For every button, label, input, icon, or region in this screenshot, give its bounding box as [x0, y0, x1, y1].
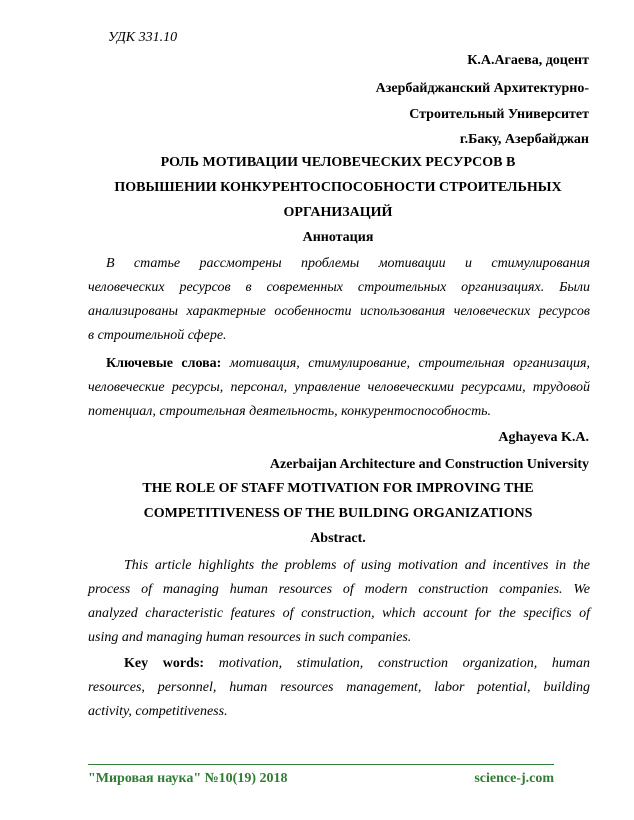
abstract-en-line: process of managing human resources of modern construction companies. We — [88, 582, 590, 597]
title-en-line1: THE ROLE OF STAFF MOTIVATION FOR IMPROVING THE — [142, 481, 534, 496]
title-en-line2: COMPETITIVENESS OF THE BUILDING ORGANIZATIONS — [143, 506, 533, 521]
abstract-en-line: using and managing human resources in such companies. — [88, 630, 412, 645]
keywords-en-line: resources, personnel, human resources management, labor potential, building — [88, 680, 590, 695]
affiliation-en: Azerbaijan Architecture and Construction University — [269, 457, 589, 472]
keywords-ru-line: потенциал, строительная деятельность, конкурентоспособность. — [88, 404, 492, 419]
abstract-en-line: This article highlights the problems of using motivation and incentives in the — [124, 558, 590, 573]
abstract-ru-line: человеческих ресурсов в современных строительных организациях. Были — [88, 280, 590, 295]
footer-divider — [88, 764, 554, 765]
abstract-ru-line: В статье рассмотрены проблемы мотивации и стимулирования — [106, 256, 590, 271]
abstract-ru — [88, 252, 590, 348]
keywords-en-label: Key words: — [124, 656, 205, 671]
author-en: Aghayeva K.A. — [498, 430, 589, 445]
udk-code: УДК 331.10 — [108, 30, 178, 45]
keywords-ru-line: человеческие ресурсы, персонал, управление человеческими ресурсами, трудовой — [88, 380, 590, 395]
abstract-ru-line: анализированы характерные особенности использования человеческих ресурсов — [88, 304, 590, 319]
footer-site-link[interactable]: science-j.com — [474, 771, 554, 786]
title-ru-line1: РОЛЬ МОТИВАЦИИ ЧЕЛОВЕЧЕСКИХ РЕСУРСОВ В — [160, 155, 516, 170]
affiliation-ru-line1: Азербайджанский Архитектурно- — [375, 81, 589, 96]
keywords-ru — [88, 352, 590, 424]
abstract-heading-en: Abstract. — [310, 531, 366, 546]
keywords-en-line: activity, competitiveness. — [88, 704, 228, 719]
title-ru-line3: ОРГАНИЗАЦИЙ — [283, 205, 393, 220]
abstract-en-line: analyzed characteristic features of construction, which account for the specifics of — [88, 606, 590, 621]
abstract-en — [88, 554, 590, 650]
keywords-en — [88, 652, 590, 724]
keywords-en-text: motivation, stimulation, construction organization, human — [218, 656, 590, 671]
keywords-ru-label: Ключевые слова: — [106, 356, 222, 371]
abstract-heading-ru: Аннотация — [302, 230, 374, 245]
city-ru: г.Баку, Азербайджан — [459, 132, 589, 147]
affiliation-ru-line2: Строительный Университет — [409, 107, 589, 122]
keywords-en-line — [88, 652, 590, 676]
author-ru: К.А.Агаева, доцент — [467, 53, 589, 68]
keywords-ru-line — [88, 352, 590, 376]
abstract-ru-line: в строительной сфере. — [88, 328, 227, 343]
keywords-ru-text: мотивация, стимулирование, строительная организация, — [229, 356, 590, 371]
title-ru-line2: ПОВЫШЕНИИ КОНКУРЕНТОСПОСОБНОСТИ СТРОИТЕЛЬНЫХ — [114, 180, 562, 195]
footer-journal: "Мировая наука" №10(19) 2018 — [88, 771, 288, 786]
